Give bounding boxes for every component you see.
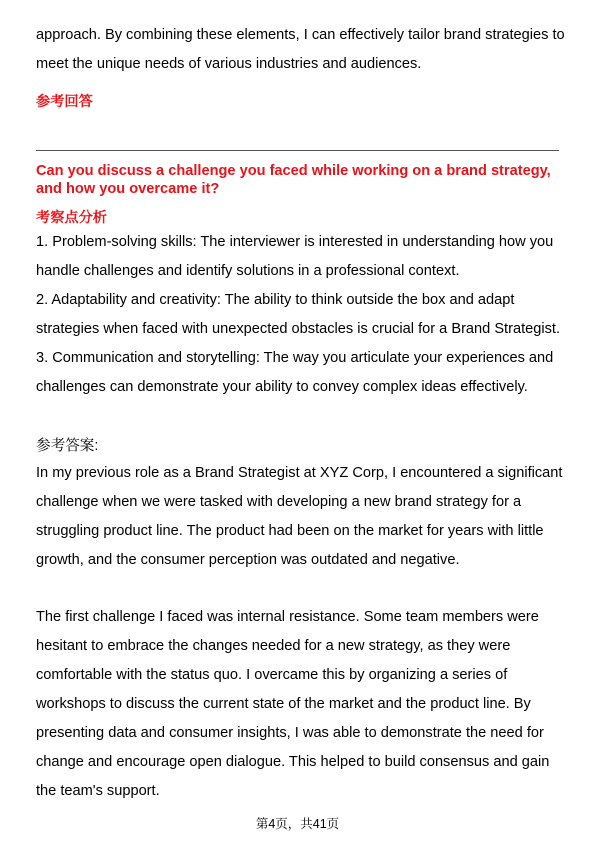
text-line: workshops to discuss the current state of the market and the product line. By bbox=[36, 696, 531, 712]
answer-paragraph-1 bbox=[36, 459, 566, 575]
text-line: 3. Communication and storytelling: The way you articulate your experiences and bbox=[36, 350, 554, 366]
intro-paragraph bbox=[36, 21, 566, 79]
section-divider bbox=[36, 150, 559, 151]
text-line: struggling product line. The product had been on the market for years with little bbox=[36, 523, 544, 539]
text-line: growth, and the consumer perception was outdated and negative. bbox=[36, 552, 460, 568]
text-line: approach. By combining these elements, I can effectively tailor brand strategies to bbox=[36, 27, 565, 43]
answer-label: 参考答案: bbox=[36, 438, 99, 454]
text-line: hesitant to embrace the changes needed for a new strategy, as they were bbox=[36, 638, 511, 654]
text-line: 2. Adaptability and creativity: The ability to think outside the box and adapt bbox=[36, 292, 515, 308]
text-line: In my previous role as a Brand Strategist at XYZ Corp, I encountered a significant bbox=[36, 465, 563, 481]
page-number-footer: 第4页，共41页 bbox=[255, 817, 340, 831]
text-line: meet the unique needs of various industries and audiences. bbox=[36, 56, 422, 72]
question-line: Can you discuss a challenge you faced while working on a brand strategy, bbox=[36, 163, 551, 179]
analysis-paragraph bbox=[36, 228, 566, 402]
text-line: 1. Problem-solving skills: The interviewer is interested in understanding how you bbox=[36, 234, 554, 250]
text-line: change and encourage open dialogue. This helped to build consensus and gain bbox=[36, 754, 550, 770]
text-line: challenges can demonstrate your ability to convey complex ideas effectively. bbox=[36, 379, 528, 395]
question-heading bbox=[36, 162, 566, 198]
text-line: The first challenge I faced was internal resistance. Some team members were bbox=[36, 609, 539, 625]
analysis-heading: 考察点分析 bbox=[36, 210, 107, 226]
text-line: the team's support. bbox=[36, 783, 160, 799]
text-line: challenge when we were tasked with developing a new brand strategy for a bbox=[36, 494, 522, 510]
answer-paragraph-2 bbox=[36, 603, 566, 806]
reference-answer-heading: 参考回答 bbox=[36, 94, 93, 110]
text-line: comfortable with the status quo. I overcame this by organizing a series of bbox=[36, 667, 508, 683]
text-line: handle challenges and identify solutions in a professional context. bbox=[36, 263, 460, 279]
text-line: strategies when faced with unexpected obstacles is crucial for a Brand Strategist. bbox=[36, 321, 561, 337]
text-line: presenting data and consumer insights, I was able to demonstrate the need for bbox=[36, 725, 544, 741]
question-line: and how you overcame it? bbox=[36, 181, 220, 197]
